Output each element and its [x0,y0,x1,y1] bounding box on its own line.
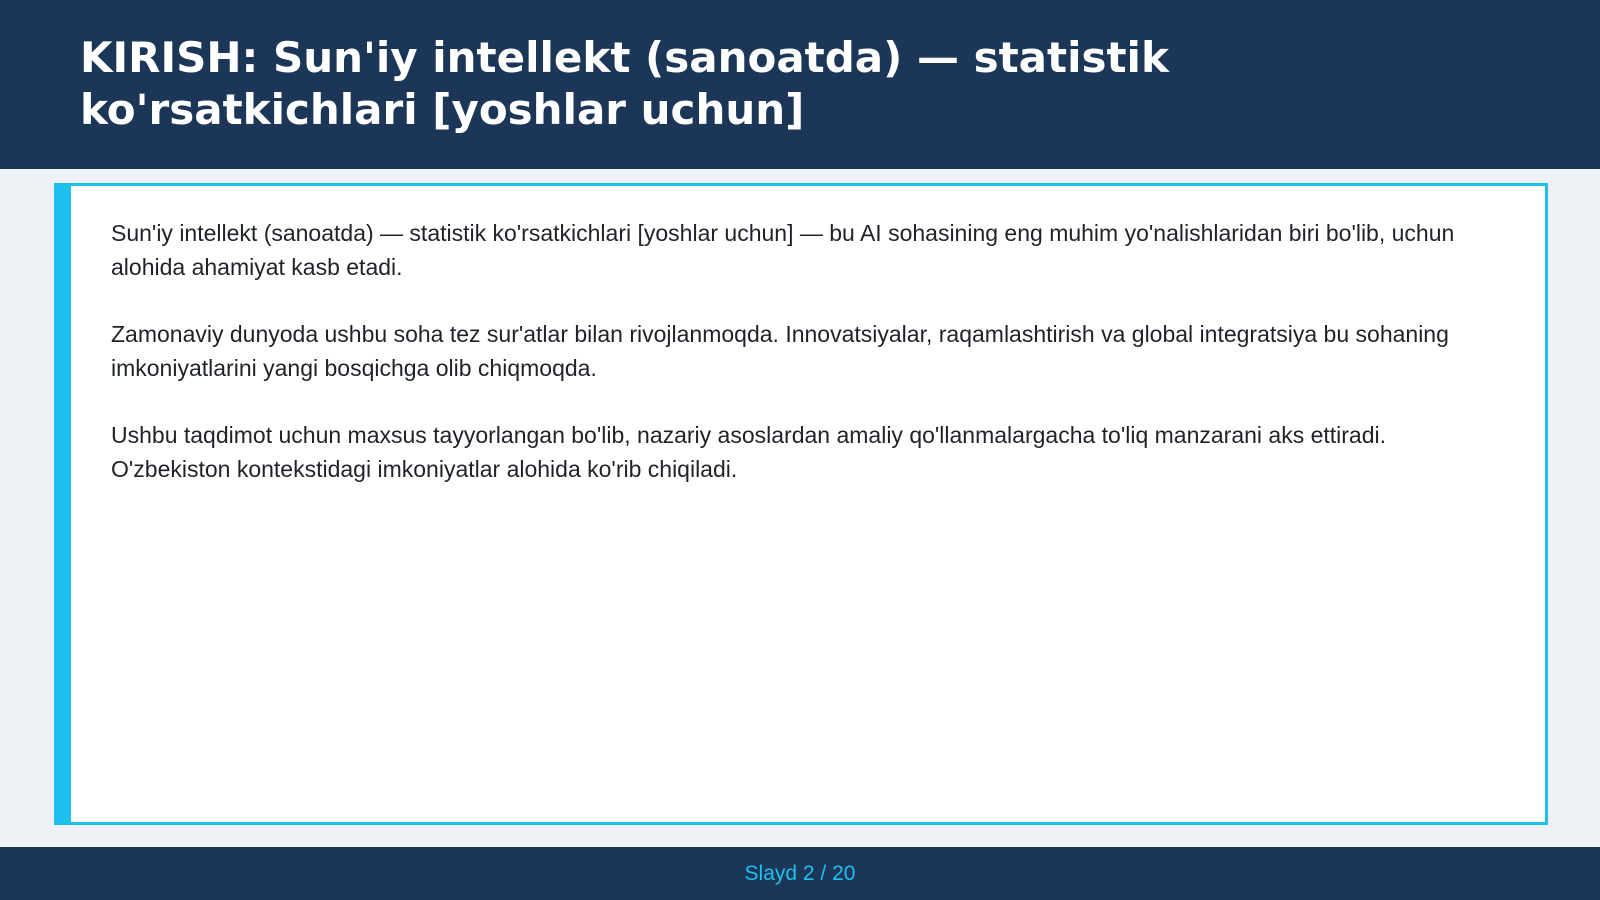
content-paragraph-3: Ushbu taqdimot uchun maxsus tayyorlangan bo'lib, nazariy asoslardan amaliy qo'llanmalargacha to'liq manzarani aks ettiradi. O'zbekiston kontekstidagi imkoniyatlar alohida ko'rib chiqiladi. [111,422,1387,482]
slide-footer [0,847,1600,900]
slide-header [0,0,1600,169]
content-paragraph-1: Sun'iy intellekt (sanoatda) — statistik ko'rsatkichlari [yoshlar uchun] — bu AI sohasining eng muhim yo'nalishlaridan biri bo'lib, uchun alohida ahamiyat kasb etadi. [111,220,1455,280]
content-paragraph-2: Zamonaviy dunyoda ushbu soha tez sur'atlar bilan rivojlanmoqda. Innovatsiyalar, raqamlashtirish va global integratsiya bu sohaning imkoniyatlarini yangi bosqichga olib chiqmoqda. [111,321,1449,381]
slide-title: KIRISH: Sun'iy intellekt (sanoatda) — statistik ko'rsatkichlari [yoshlar uchun] [80,33,1169,134]
content-panel [54,183,1548,825]
slide-counter: Slayd 2 / 20 [744,862,856,885]
